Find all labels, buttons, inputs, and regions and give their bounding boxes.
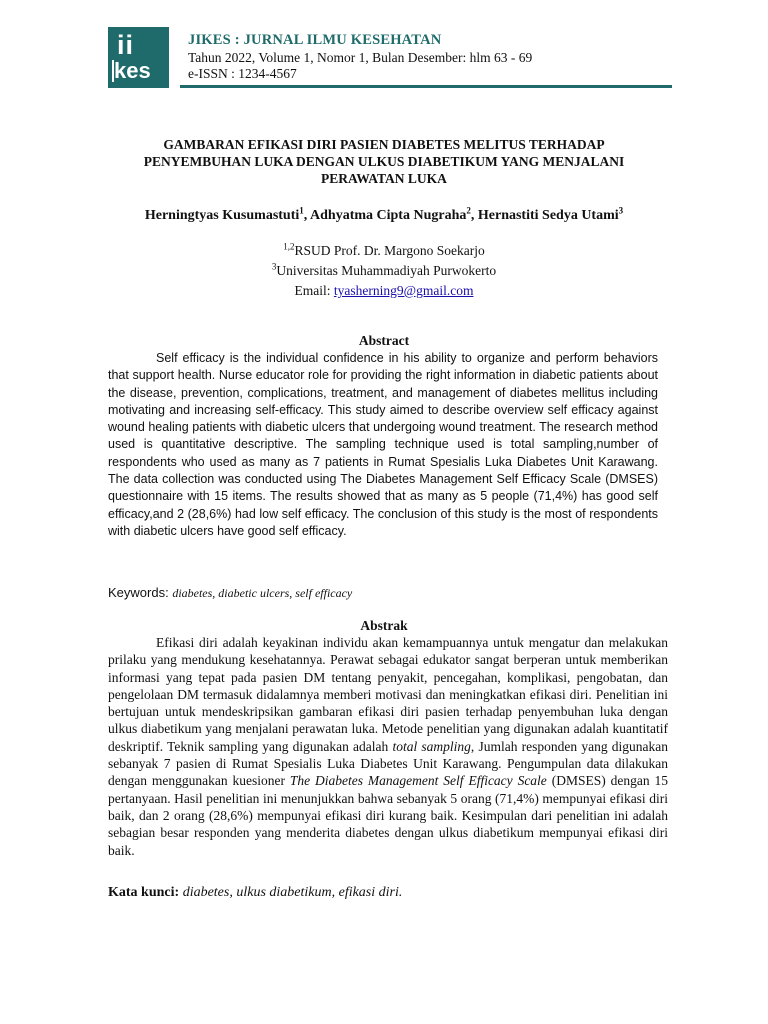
abstrak-italic-2: The Diabetes Management Self Efficacy Scale	[289, 773, 547, 789]
abstrak-text-1: Efikasi diri adalah keyakinan individu akan kemampuannya untuk mengatur dan melakukan prilaku yang mendukung kesehatannya. Perawat sebagai edukator sangat berperan untuk memberikan informasi yang tepat pada pasien DM tentang penyakit, pencegahan, komplikasi, pengobatan, dan pengelolaan DM termasuk didalamnya memberi motivasi dan meningkatkan efikasi diri. Penelitian ini bertujuan untuk mendeskripsikan gambaran efikasi diri pasien terhadap penyembuhan luka dengan ulkus diabetikum yang menjalani perawatan luka. Metode penelitian yang digunakan adalah kuantitatif deskriptif. Teknik sampling yang digunakan adalah	[108, 635, 668, 754]
keywords-english	[108, 585, 352, 601]
keywords-value: diabetes, diabetic ulcers, self efficacy	[172, 586, 353, 600]
author-sep: ,	[470, 208, 478, 223]
author-sup: 1	[299, 205, 304, 216]
paper-title: GAMBARAN EFIKASI DIRI PASIEN DIABETES MELITUS TERHADAP PENYEMBUHAN LUKA DENGAN ULKUS DIABETIKUM YANG MENJALANI PERAWATAN LUKA	[143, 137, 625, 186]
keywords-indonesian	[108, 885, 402, 901]
journal-logo	[108, 27, 169, 88]
keywords-label: Keywords:	[108, 585, 173, 600]
author-list	[110, 207, 658, 224]
abstrak-text-3: (DMSES) dengan 15 pertanyaan. Hasil penelitian ini menunjukkan bahwa sebanyak 5 orang (71,4%) mempunyai efikasi diri baik, dan 2 orang (28,6%) mempunyai efikasi diri kurang baik. Kesimpulan dari penelitian ini adalah sebagian besar responden yang menderita diabetes dengan ulkus diabetikum mempunyai efikasi diri baik.	[108, 773, 668, 858]
journal-issn: e-ISSN : 1234-4567	[188, 66, 297, 81]
journal-issue: Tahun 2022, Volume 1, Nomor 1, Bulan Desember: hlm 63 - 69	[188, 50, 533, 65]
abstract-heading: Abstract	[358, 333, 410, 348]
abstrak-heading: Abstrak	[360, 618, 408, 633]
email-link[interactable]: tyasherning9@gmail.com	[333, 283, 474, 298]
affiliation-2	[110, 263, 658, 279]
header-rule	[180, 85, 672, 88]
email-line	[110, 283, 658, 299]
kata-kunci-value: diabetes, ulkus diabetikum, efikasi diri.	[182, 885, 403, 900]
journal-name: JIKES : JURNAL ILMU KESEHATAN	[188, 32, 442, 48]
affiliation-text: Universitas Muhammadiyah Purwokerto	[276, 263, 497, 278]
author-name: Herningtyas Kusumastuti	[144, 208, 300, 223]
email-label: Email:	[294, 283, 334, 298]
author-name: Adhyatma Cipta Nugraha	[310, 208, 467, 223]
logo-text-bottom: kes	[114, 58, 151, 83]
affiliation-sup: 1,2	[283, 241, 295, 252]
abstrak-text-2: , Jumlah responden yang digunakan sebanyak 7 pasien di Rumat Spesialis Luka Diabetes Unit Karawang. Pengumpulan data dilakukan dengan menggunakan kuesioner	[108, 738, 668, 789]
author-sup: 2	[466, 205, 471, 216]
author-sup: 3	[618, 205, 624, 216]
abstrak-italic-1: total sampling	[392, 738, 471, 754]
kata-kunci-label: Kata kunci:	[108, 885, 183, 900]
abstract-indonesian	[108, 634, 668, 859]
author-sep: ,	[303, 208, 311, 223]
affiliation-text: RSUD Prof. Dr. Margono Soekarjo	[294, 243, 485, 258]
logo-text-top: ii	[117, 30, 135, 60]
abstract-english: Self efficacy is the individual confidence in his ability to organize and perform behaviors that support health. Nurse educator role for providing the right information in diabetic patients about the disease, prevention, complications, treatment, and management of diabetes mellitus including motivating and increasing self-efficacy. This study aimed to describe overview self efficacy against wound healing patients with diabetic ulcers that undergoing wound treatment. The research method used is quantitative descriptive. The sampling technique used is total sampling,number of respondents who used as many as 7 patients in Rumat Spesialis Luka Diabetes Unit Karawang. The data collection was conducted using The Diabetes Management Self Efficacy Scale (DMSES) questionnaire with 15 items. The results showed that as many as 5 people (71,4%) has good self efficacy,and 2 (28,6%) had low self efficacy. The conclusion of this study is the most of respondents with diabetic ulcers have good self efficacy.	[108, 351, 658, 538]
affiliation-sup: 3	[271, 261, 277, 272]
affiliation-1	[110, 243, 658, 259]
author-name: Hernastiti Sedya Utami	[477, 208, 619, 223]
